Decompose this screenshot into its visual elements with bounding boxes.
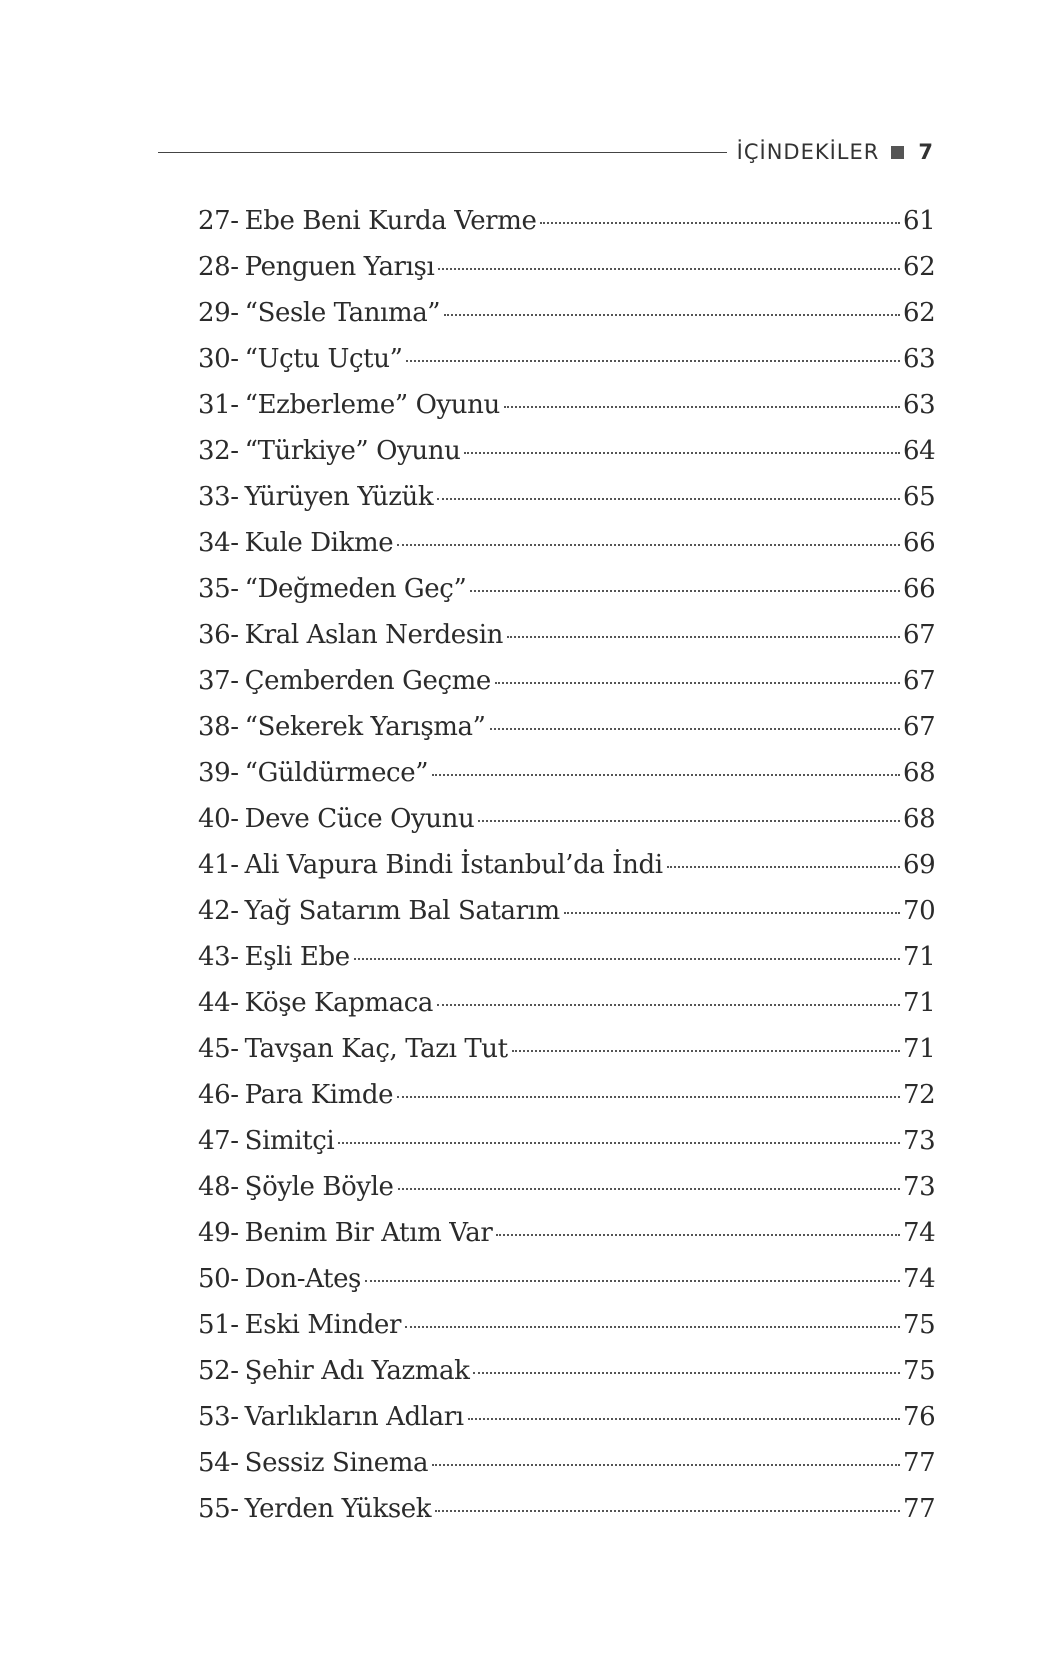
- toc-entry-page: 69: [903, 850, 936, 880]
- dot-leader: [490, 728, 900, 730]
- toc-entry-number: 47-: [198, 1126, 239, 1156]
- toc-entry-page: 67: [903, 666, 936, 696]
- toc-entry: [198, 758, 936, 804]
- dot-leader: [468, 1418, 900, 1420]
- toc-entry: [198, 1448, 936, 1494]
- toc-entry-title: Kule Dikme: [244, 528, 394, 558]
- toc-entry: [198, 942, 936, 988]
- toc-entry: [198, 1172, 936, 1218]
- toc-entry: [198, 482, 936, 528]
- toc-entry-title: Şehir Adı Yazmak: [244, 1356, 470, 1386]
- toc-entry-page: 76: [903, 1402, 936, 1432]
- toc-entry-title: “Ezberleme” Oyunu: [244, 390, 500, 420]
- toc-entry-page: 71: [903, 988, 936, 1018]
- toc-entry-page: 70: [903, 896, 936, 926]
- toc-entry-title: “Uçtu Uçtu”: [244, 344, 403, 374]
- toc-entry-number: 52-: [198, 1356, 239, 1386]
- dot-leader: [406, 360, 900, 362]
- toc-entry: [198, 436, 936, 482]
- toc-entry-number: 50-: [198, 1264, 239, 1294]
- toc-entry-page: 72: [903, 1080, 936, 1110]
- toc-entry-page: 74: [903, 1218, 936, 1248]
- toc-entry-title: “Güldürmece”: [244, 758, 429, 788]
- toc-entry-page: 64: [903, 436, 936, 466]
- toc-entry-title: Köşe Kapmaca: [244, 988, 434, 1018]
- dot-leader: [437, 1004, 900, 1006]
- dot-leader: [495, 682, 900, 684]
- dot-leader: [478, 820, 900, 822]
- toc-entry: [198, 620, 936, 666]
- toc-entry-number: 27-: [198, 206, 239, 236]
- toc-entry-title: Yağ Satarım Bal Satarım: [244, 896, 560, 926]
- toc-entry-number: 36-: [198, 620, 239, 650]
- toc-entry-title: Tavşan Kaç, Tazı Tut: [244, 1034, 508, 1064]
- toc-entry-number: 41-: [198, 850, 239, 880]
- dot-leader: [435, 1510, 900, 1512]
- toc-entry-title: “Değmeden Geç”: [244, 574, 467, 604]
- toc-entry-title: Kral Aslan Nerdesin: [244, 620, 503, 650]
- toc-entry: [198, 712, 936, 758]
- toc-entry-page: 67: [903, 712, 936, 742]
- toc-entry-title: “Sesle Tanıma”: [244, 298, 441, 328]
- dot-leader: [397, 1096, 900, 1098]
- toc-entry-number: 55-: [198, 1494, 239, 1524]
- toc-entry-number: 43-: [198, 942, 239, 972]
- toc-entry-number: 34-: [198, 528, 239, 558]
- toc-entry-title: “Sekerek Yarışma”: [244, 712, 486, 742]
- toc-entry-page: 61: [903, 206, 936, 236]
- toc-entry-page: 75: [903, 1310, 936, 1340]
- running-header: [158, 132, 933, 172]
- dot-leader: [338, 1142, 900, 1144]
- toc-entry-number: 30-: [198, 344, 239, 374]
- toc-entry-number: 51-: [198, 1310, 239, 1340]
- toc-entry-page: 63: [903, 344, 936, 374]
- toc-entry: [198, 1402, 936, 1448]
- toc-entry-title: Eşli Ebe: [244, 942, 350, 972]
- toc-entry-number: 37-: [198, 666, 239, 696]
- dot-leader: [564, 912, 900, 914]
- toc-entry-number: 53-: [198, 1402, 239, 1432]
- square-icon: [891, 146, 904, 159]
- toc-entry: [198, 298, 936, 344]
- toc-entry-title: Don-Ateş: [244, 1264, 361, 1294]
- toc-entry-title: Varlıkların Adları: [244, 1402, 464, 1432]
- toc-entry-number: 48-: [198, 1172, 239, 1202]
- dot-leader: [504, 406, 900, 408]
- toc-entry-number: 54-: [198, 1448, 239, 1478]
- toc-entry-page: 68: [903, 804, 936, 834]
- toc-entry: [198, 896, 936, 942]
- dot-leader: [464, 452, 900, 454]
- dot-leader: [667, 866, 900, 868]
- header-title: İÇİNDEKİLER: [736, 140, 880, 164]
- dot-leader: [432, 774, 900, 776]
- dot-leader: [540, 222, 900, 224]
- toc-entry-number: 35-: [198, 574, 239, 604]
- dot-leader: [398, 1188, 900, 1190]
- toc-entry: [198, 666, 936, 712]
- dot-leader: [354, 958, 900, 960]
- dot-leader: [405, 1326, 900, 1328]
- dot-leader: [507, 636, 900, 638]
- header-rule: [158, 152, 727, 153]
- toc-entry-title: Para Kimde: [244, 1080, 394, 1110]
- toc-entry-page: 71: [903, 942, 936, 972]
- toc-entry-title: Şöyle Böyle: [244, 1172, 394, 1202]
- toc-entry-number: 32-: [198, 436, 239, 466]
- toc-entry: [198, 206, 936, 252]
- toc-entry-number: 38-: [198, 712, 239, 742]
- toc-entry: [198, 574, 936, 620]
- toc-entry-title: Ebe Beni Kurda Verme: [244, 206, 537, 236]
- toc-entry: [198, 1494, 936, 1540]
- table-of-contents: [198, 206, 936, 1540]
- toc-entry: [198, 988, 936, 1034]
- toc-entry-title: Benim Bir Atım Var: [244, 1218, 493, 1248]
- toc-entry-page: 62: [903, 252, 936, 282]
- dot-leader: [397, 544, 900, 546]
- toc-entry-title: Deve Cüce Oyunu: [244, 804, 475, 834]
- dot-leader: [365, 1280, 900, 1282]
- toc-entry: [198, 528, 936, 574]
- toc-entry-title: Yerden Yüksek: [244, 1494, 432, 1524]
- toc-entry-page: 71: [903, 1034, 936, 1064]
- toc-entry: [198, 1218, 936, 1264]
- header-page-number: 7: [918, 140, 933, 164]
- toc-entry-page: 63: [903, 390, 936, 420]
- toc-entry-title: “Türkiye” Oyunu: [244, 436, 461, 466]
- toc-entry: [198, 344, 936, 390]
- toc-entry-page: 65: [903, 482, 936, 512]
- dot-leader: [470, 590, 900, 592]
- toc-entry-number: 44-: [198, 988, 239, 1018]
- toc-entry-number: 42-: [198, 896, 239, 926]
- dot-leader: [512, 1050, 900, 1052]
- toc-entry-number: 39-: [198, 758, 239, 788]
- toc-entry-page: 66: [903, 528, 936, 558]
- dot-leader: [496, 1234, 900, 1236]
- dot-leader: [438, 268, 900, 270]
- toc-entry: [198, 804, 936, 850]
- toc-entry-title: Simitçi: [244, 1126, 335, 1156]
- toc-entry: [198, 252, 936, 298]
- toc-entry-title: Eski Minder: [244, 1310, 402, 1340]
- toc-entry-number: 33-: [198, 482, 239, 512]
- toc-entry-page: 68: [903, 758, 936, 788]
- toc-entry: [198, 850, 936, 896]
- toc-entry: [198, 1034, 936, 1080]
- toc-entry-page: 62: [903, 298, 936, 328]
- toc-entry: [198, 1264, 936, 1310]
- toc-entry-page: 74: [903, 1264, 936, 1294]
- toc-entry-page: 77: [903, 1448, 936, 1478]
- toc-entry-title: Penguen Yarışı: [244, 252, 435, 282]
- dot-leader: [444, 314, 900, 316]
- toc-entry-number: 40-: [198, 804, 239, 834]
- toc-entry: [198, 1356, 936, 1402]
- toc-entry-title: Sessiz Sinema: [244, 1448, 429, 1478]
- toc-entry-number: 46-: [198, 1080, 239, 1110]
- toc-entry-page: 67: [903, 620, 936, 650]
- toc-entry-title: Ali Vapura Bindi İstanbul’da İndi: [244, 850, 663, 880]
- toc-entry-page: 73: [903, 1172, 936, 1202]
- toc-entry-title: Yürüyen Yüzük: [244, 482, 434, 512]
- toc-entry-number: 45-: [198, 1034, 239, 1064]
- toc-entry-page: 75: [903, 1356, 936, 1386]
- toc-entry: [198, 1126, 936, 1172]
- toc-entry-page: 77: [903, 1494, 936, 1524]
- toc-entry: [198, 390, 936, 436]
- toc-entry: [198, 1310, 936, 1356]
- toc-entry-number: 28-: [198, 252, 239, 282]
- toc-entry-number: 49-: [198, 1218, 239, 1248]
- dot-leader: [432, 1464, 900, 1466]
- toc-entry: [198, 1080, 936, 1126]
- toc-entry-number: 31-: [198, 390, 239, 420]
- toc-entry-title: Çemberden Geçme: [244, 666, 491, 696]
- toc-entry-page: 66: [903, 574, 936, 604]
- dot-leader: [473, 1372, 900, 1374]
- dot-leader: [437, 498, 900, 500]
- toc-entry-page: 73: [903, 1126, 936, 1156]
- toc-entry-number: 29-: [198, 298, 239, 328]
